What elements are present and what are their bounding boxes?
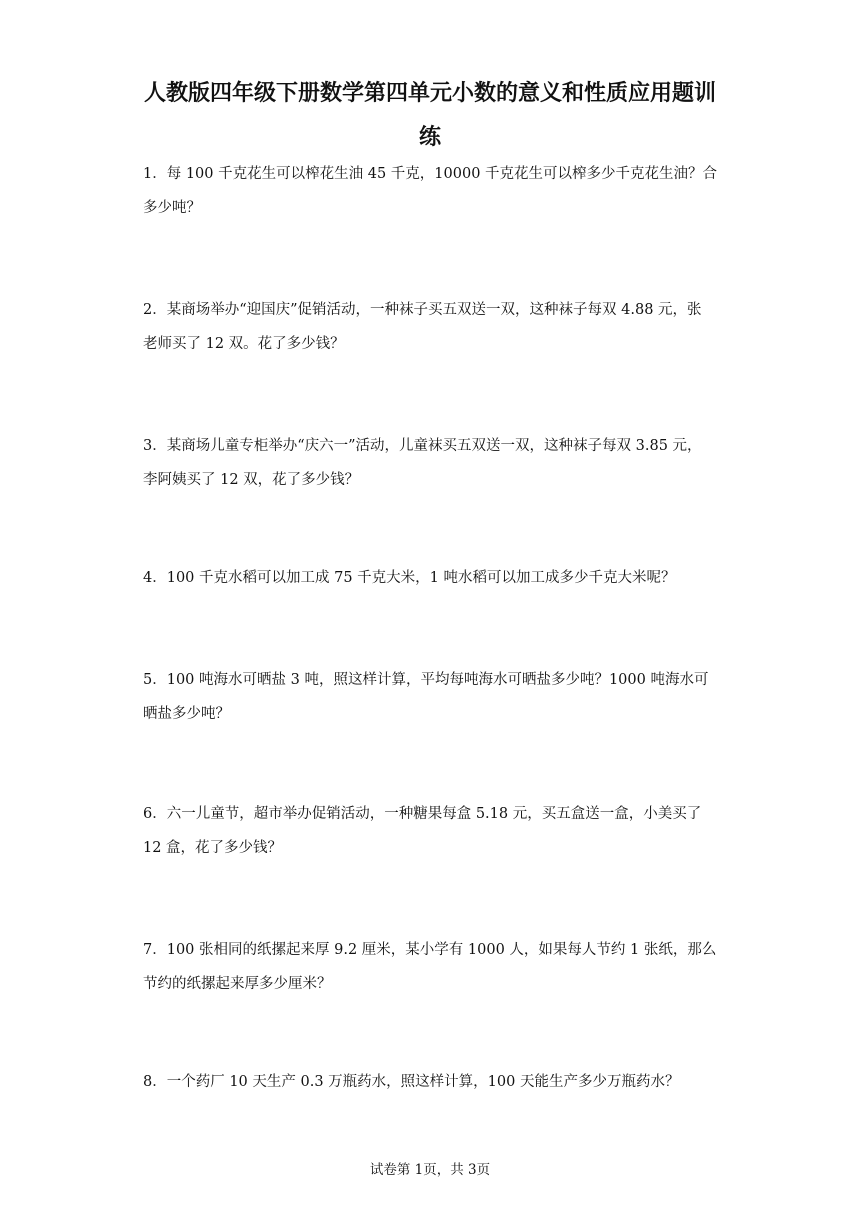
question-text: 节约的纸摞起来厚多少厘米？	[143, 976, 332, 992]
question-2	[143, 293, 718, 361]
question-4	[143, 561, 718, 595]
question-1	[143, 157, 718, 225]
question-text: 李阿姨买了 12 双，花了多少钱？	[143, 472, 360, 488]
question-text: 4．100 千克水稻可以加工成 75 千克大米，1 吨水稻可以加工成多少千克大米呢？	[143, 570, 676, 586]
question-text: 6．六一儿童节，超市举办促销活动，一种糖果每盒 5.18 元，买五盒送一盒，小美买了	[143, 806, 702, 822]
page-title-line-1: 人教版四年级下册数学第四单元小数的意义和性质应用题训	[143, 81, 716, 106]
question-text: 3．某商场儿童专柜举办“庆六一”活动，儿童袜买五双送一双，这种袜子每双 3.85 元，	[143, 438, 702, 454]
question-8	[143, 1065, 718, 1099]
question-6	[143, 797, 718, 865]
question-5	[143, 663, 718, 731]
question-3	[143, 429, 718, 497]
page-footer: 试卷第 1页，共 3页	[369, 1162, 491, 1178]
question-text: 多少吨？	[143, 200, 201, 216]
question-text: 2．某商场举办“迎国庆”促销活动，一种袜子买五双送一双，这种袜子每双 4.88 元，张	[143, 302, 702, 318]
question-7	[143, 933, 718, 1001]
question-text: 5．100 吨海水可晒盐 3 吨，照这样计算，平均每吨海水可晒盐多少吨？1000 吨海水可	[143, 672, 709, 688]
question-text: 老师买了 12 双。花了多少钱？	[143, 336, 345, 352]
question-text: 7．100 张相同的纸摞起来厚 9.2 厘米，某小学有 1000 人，如果每人节约 1 张纸，那么	[143, 942, 717, 958]
page-title-line-2: 练	[418, 125, 441, 150]
question-text: 晒盐多少吨？	[143, 706, 230, 722]
question-text: 1．每 100 千克花生可以榨花生油 45 千克，10000 千克花生可以榨多少千克花生油？合	[143, 166, 718, 182]
question-text: 12 盒，花了多少钱？	[143, 840, 283, 856]
question-text: 8．一个药厂 10 天生产 0.3 万瓶药水，照这样计算，100 天能生产多少万瓶药水？	[143, 1074, 680, 1090]
